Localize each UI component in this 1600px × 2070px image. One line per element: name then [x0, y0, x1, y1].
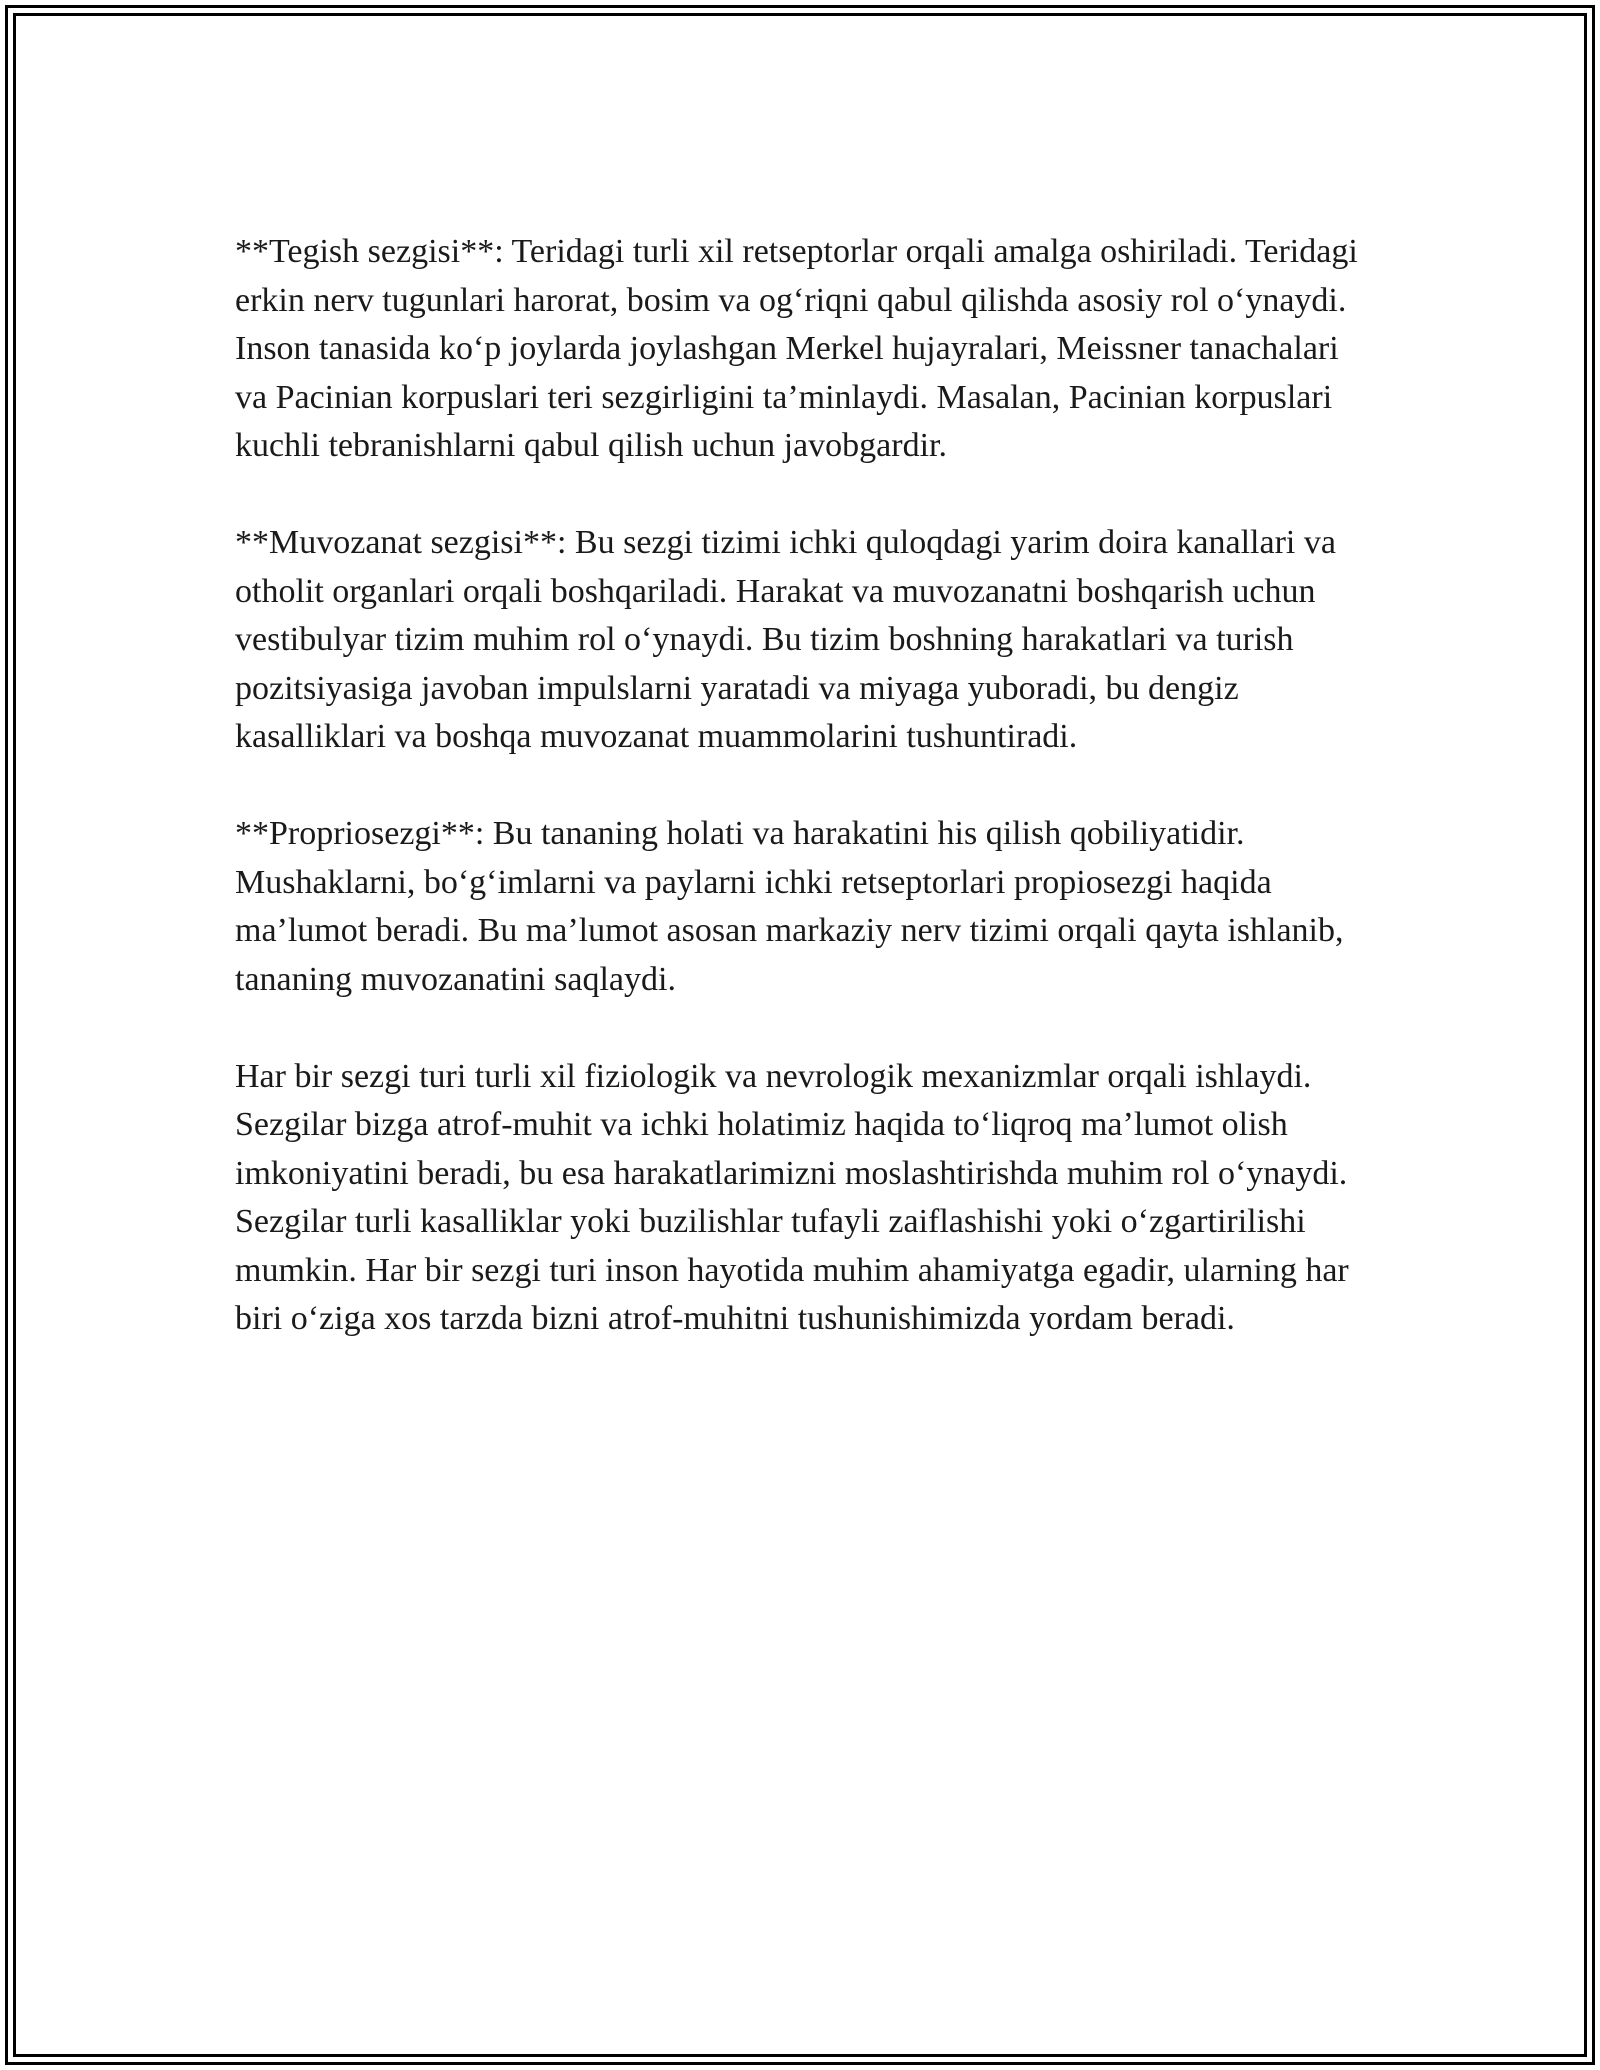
paragraph-conclusion: Har bir sezgi turi turli xil fiziologik va nevrologik mexanizmlar orqali ishlaydi. Sezgilar bizga atrof-muhit va ichki holatimiz haqida to‘liqroq ma’lumot olish imkoniyatini beradi, bu esa harakatlarimizni moslashtirishda muhim rol o‘ynaydi. Sezgilar turli kasalliklar yoki buzilishlar tufayli zaiflashishi yoki o‘zgartirilishi mumkin. Har bir sezgi turi inson hayotida muhim ahamiyatga egadir, ularning har biri o‘ziga xos tarzda bizni atrof-muhitni tushunishimizda yordam beradi. [235, 1057, 1349, 1337]
paragraph-balance-sense: **Muvozanat sezgisi**: Bu sezgi tizimi ichki quloqdagi yarim doira kanallari va otholit organlari orqali boshqariladi. Harakat va muvozanatni boshqarish uchun vestibulyar tizim muhim rol o‘ynaydi. Bu tizim boshning harakatlari va turish pozitsiyasiga javoban impulslarni yaratadi va miyaga yuboradi, bu dengiz kasalliklari va boshqa muvozanat muammolarini tushuntiradi. [235, 524, 1336, 755]
paragraph-touch-sense: **Tegish sezgisi**: Teridagi turli xil retseptorlar orqali amalga oshiriladi. Teridagi erkin nerv tugunlari harorat, bosim va og‘riqni qabul qilishda asosiy rol o‘ynaydi. Inson tanasida ko‘p joylarda joylashgan Merkel hujayralari, Meissner tanachalari va Pacinian korpuslari teri sezgirligini ta’minlaydi. Masalan, Pacinian korpuslari kuchli tebranishlarni qabul qilish uchun javobgardir. [235, 233, 1358, 464]
paragraph-proprioception: **Propriosezgi**: Bu tananing holati va harakatini his qilish qobiliyatidir. Mushaklarni, bo‘g‘imlarni va paylarni ichki retseptorlari propiosezgi haqida ma’lumot beradi. Bu ma’lumot asosan markaziy nerv tizimi orqali qayta ishlanib, tananing muvozanatini saqlaydi. [235, 815, 1344, 998]
document-body [235, 228, 1365, 1392]
